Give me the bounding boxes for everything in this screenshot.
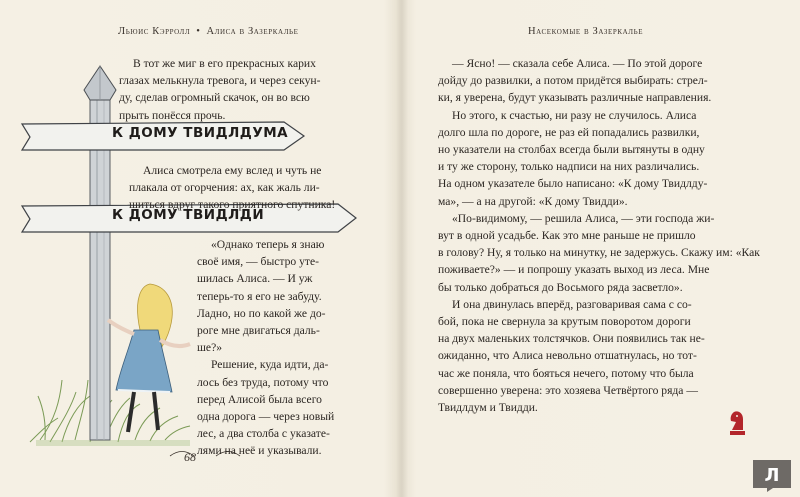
text-line: ше?»	[197, 341, 223, 355]
text-line: ожиданно, что Алиса невольно отшатнулась, но тот-	[438, 349, 697, 363]
text-line: своё имя, — быстро уте-	[197, 255, 319, 269]
text-line: прыть понёсся прочь.	[119, 108, 226, 122]
sign-text-tweedledum: К ДОМУ ТВИДЛДУМА	[112, 125, 289, 141]
text-line: долго шла по дороге, не раз ей попадались развилки,	[438, 125, 700, 139]
left-text-block-a	[119, 55, 359, 124]
sign-text-tweedledee: К ДОМУ ТВИДЛДИ	[112, 207, 265, 223]
text-line: ма», — а на другой: «К дому Твидди».	[438, 194, 628, 208]
text-line: «Однако теперь я знаю	[211, 238, 325, 251]
text-line: глазах мелькнула тревога, и через секун-	[119, 74, 321, 88]
logo-letter: Л	[764, 465, 780, 486]
text-line: Твидлдум и Твидди.	[438, 401, 538, 415]
text-line: роге мне двигаться даль-	[197, 324, 320, 338]
text-line: лес, а два столба с указате-	[197, 427, 330, 441]
text-line: теперь-то я его не забуду.	[197, 289, 322, 303]
text-line: И она двинулась вперёд, разговаривая сама с со-	[452, 297, 692, 311]
text-line: бой, пока не свернула за крутым поворотом дороги	[438, 315, 691, 329]
header-separator: •	[196, 26, 201, 37]
text-line: На одном указателе было написано: «К дому Твидлду-	[438, 177, 708, 191]
text-line: совершенно уверена: это хозяева Четвёртого ряда —	[438, 383, 698, 397]
text-line: «По-видимому, — решила Алиса, — эти господа жи-	[452, 211, 715, 225]
chess-knight-icon	[728, 408, 748, 440]
page-number-left	[180, 450, 200, 465]
running-header-right	[528, 26, 643, 37]
text-line: вут в одной усадьбе. Как это мне раньше не пришло	[438, 229, 696, 243]
text-line: Ладно, но по какой же до-	[197, 306, 326, 320]
header-chapter-title: Насекомые в Зазеркалье	[528, 26, 644, 37]
text-line: В тот же миг в его прекрасных карих	[133, 57, 316, 70]
text-line: перед Алисой была всего	[197, 392, 322, 406]
left-text-block-c	[197, 236, 359, 460]
text-line: Алиса смотрела ему вслед и чуть не	[143, 164, 322, 177]
text-line: одна дорога — через новый	[197, 410, 335, 424]
text-line: час же поняла, что бояться нечего, потому что была	[438, 366, 694, 380]
text-line: шилась Алиса. — И уж	[197, 272, 313, 286]
left-text-block-b	[129, 162, 358, 214]
text-line: ки, я уверена, будут указывать различные направления.	[438, 91, 712, 105]
text-line: ду, сделав огромный скачок, он во всю	[119, 91, 310, 105]
alice-figure	[108, 284, 190, 432]
labirint-logo-icon	[751, 458, 793, 492]
text-line: плакала от огорчения: ах, как жаль ли-	[129, 181, 320, 195]
right-text-column	[438, 55, 764, 416]
text-line: поживаете?» — и попрошу указать выход из леса. Мне	[438, 263, 710, 277]
header-author: Льюис Кэрролл	[118, 26, 191, 37]
header-book-title: Алиса в Зазеркалье	[206, 26, 299, 37]
text-line: но указатели на столбах всегда были вытянуты в одну	[438, 143, 705, 157]
text-line: шиться вдруг такого приятного спутника!	[129, 198, 336, 212]
text-line: Но этого, к счастью, ни разу не случилось. Алиса	[452, 108, 697, 122]
text-line: в голову? Ну, я только на минутку, не задержусь. Скажу им: «Как	[438, 246, 760, 260]
text-line: Решение, куда идти, да-	[211, 358, 329, 372]
text-line: на двух маленьких толстячков. Они появились так не-	[438, 332, 705, 346]
text-line: и ту же сторону, только надписи на них различались.	[438, 160, 700, 174]
signpost-pole	[90, 100, 110, 440]
text-line: бы только добраться до Восьмого ряда засветло».	[438, 280, 683, 294]
text-line: лось без труда, потому что	[197, 375, 329, 389]
text-line: дойду до развилки, а потом придётся выбирать: стрел-	[438, 74, 708, 88]
text-line: лями на неё и указывали.	[197, 444, 322, 458]
page-number: 68	[184, 450, 196, 464]
text-line: — Ясно! — сказала себе Алиса. — По этой дороге	[452, 57, 703, 70]
